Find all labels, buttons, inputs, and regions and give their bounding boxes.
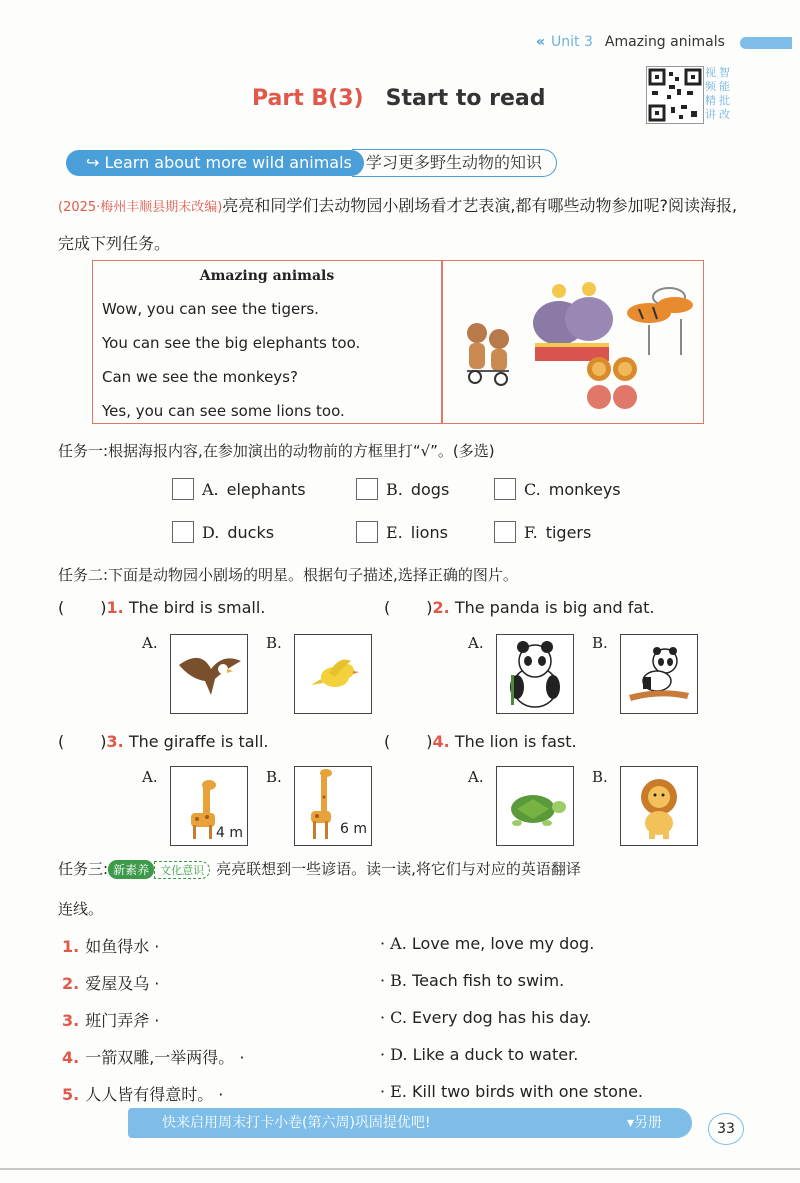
paren-close: ): [100, 598, 107, 617]
translation-e[interactable]: [380, 1082, 643, 1101]
proverb-2[interactable]: [62, 971, 159, 994]
question-number: 4.: [432, 732, 450, 751]
short-giraffe-picture[interactable]: [170, 766, 248, 846]
proverb-text: 如鱼得水 ·: [85, 937, 160, 956]
answer-blank[interactable]: (: [384, 732, 391, 751]
option-text: dogs: [410, 479, 450, 499]
question-number: 1.: [106, 598, 124, 617]
translation-c[interactable]: [380, 1008, 591, 1027]
proverb-4[interactable]: [62, 1045, 244, 1068]
curve-arrow-icon: ↪: [86, 153, 105, 172]
task3-label: 任务三:: [58, 860, 109, 878]
choice-label: A.: [468, 634, 484, 652]
task3-text-2: 连线。: [58, 900, 104, 918]
qr-code[interactable]: [646, 66, 704, 124]
checkbox[interactable]: [356, 478, 378, 500]
question-number: 2.: [432, 598, 450, 617]
height-label: 6 m: [340, 821, 367, 837]
translation-text: Love me, love my dog.: [411, 934, 595, 953]
option-text: lions: [410, 522, 448, 542]
option-d[interactable]: [172, 521, 274, 543]
translation-text: Kill two birds with one stone.: [412, 1082, 644, 1101]
translation-letter: · C.: [380, 1008, 407, 1027]
proverb-text: 班门弄斧 ·: [85, 1011, 160, 1030]
translation-letter: · E.: [380, 1082, 407, 1101]
translation-b[interactable]: [380, 971, 564, 990]
option-e[interactable]: [356, 521, 448, 543]
checkbox[interactable]: [172, 521, 194, 543]
banner-chinese: 学习更多野生动物的知识: [352, 149, 557, 177]
part-label: Part B(3): [252, 86, 364, 111]
paren-close: ): [426, 732, 433, 751]
bottom-divider: [0, 1168, 800, 1170]
question-text: The giraffe is tall.: [128, 732, 269, 751]
option-letter: C.: [524, 479, 541, 499]
choice-label: B.: [266, 768, 282, 786]
translation-d[interactable]: [380, 1045, 578, 1064]
page-number: 33: [708, 1113, 744, 1145]
answer-blank[interactable]: (: [58, 598, 65, 617]
option-letter: A.: [202, 479, 219, 499]
poster-line: Can we see the monkeys?: [102, 368, 298, 386]
small-bird-picture[interactable]: [294, 634, 372, 714]
task3-text: 亮亮联想到一些谚语。读一读,将它们与对应的英语翻译: [216, 860, 581, 878]
double-chevron-left-icon: «: [536, 34, 546, 50]
subtitle: Start to read: [385, 86, 546, 111]
footer-banner: [128, 1108, 692, 1138]
option-text: ducks: [227, 522, 275, 542]
question-number: 3.: [106, 732, 124, 751]
circus-animals-illustration: [449, 271, 697, 411]
question-1: [58, 598, 265, 617]
qr-label: [705, 66, 735, 122]
option-text: monkeys: [548, 479, 621, 499]
translation-text: Teach fish to swim.: [412, 971, 565, 990]
question-3: [58, 732, 269, 751]
qr-label-1: 视频精讲: [705, 66, 716, 121]
option-letter: E.: [386, 522, 403, 542]
translation-text: Like a duck to water.: [412, 1045, 579, 1064]
choice-label: B.: [266, 634, 282, 652]
proverb-number: 1.: [62, 937, 80, 956]
poster-line: Wow, you can see the tigers.: [102, 300, 319, 318]
answer-blank[interactable]: (: [384, 598, 391, 617]
translation-letter: · A.: [380, 934, 407, 953]
question-4: [384, 732, 577, 751]
proverb-text: 一箭双雕,一举两得。 ·: [85, 1048, 245, 1067]
choice-label: A.: [468, 768, 484, 786]
culture-badge: 文化意识: [154, 861, 210, 879]
proverb-text: 爱屋及乌 ·: [85, 974, 160, 993]
qr-label-2: 智能批改: [719, 66, 730, 121]
tall-giraffe-picture[interactable]: [294, 766, 372, 846]
proverb-number: 5.: [62, 1085, 80, 1104]
proverb-number: 4.: [62, 1048, 80, 1067]
lion-picture[interactable]: [620, 766, 698, 846]
banner-en-text: Learn about more wild animals: [104, 153, 352, 172]
thin-panda-picture[interactable]: [620, 634, 698, 714]
choice-label: A.: [142, 768, 158, 786]
unit-title: Amazing animals: [604, 34, 725, 50]
choice-label: B.: [592, 634, 608, 652]
answer-blank[interactable]: (: [58, 732, 65, 751]
option-a[interactable]: [172, 478, 306, 500]
intro-paragraph: [58, 188, 748, 262]
intro-text: 亮亮和同学们去动物园小剧场看才艺表演,都有哪些动物参加呢?阅读海报,完成下列任务。: [58, 196, 738, 253]
question-text: The lion is fast.: [454, 732, 577, 751]
banner-english: [66, 150, 364, 176]
footer-text: 快来启用周末打卡小卷(第六周)巩固提优吧!: [162, 1115, 431, 1131]
paren-close: ): [426, 598, 433, 617]
unit-header: [536, 34, 725, 50]
translation-text: Every dog has his day.: [412, 1008, 592, 1027]
big-panda-picture[interactable]: [496, 634, 574, 714]
intro-source: (2025·梅州丰顺县期末改编): [58, 200, 223, 215]
proverb-number: 3.: [62, 1011, 80, 1030]
option-letter: D.: [202, 522, 220, 542]
literacy-badge: 新素养: [108, 860, 154, 879]
translation-letter: · B.: [380, 971, 408, 990]
proverb-text: 人人皆有得意时。 ·: [85, 1085, 224, 1104]
option-letter: F.: [524, 522, 538, 542]
paren-close: ): [100, 732, 107, 751]
translation-letter: · D.: [380, 1045, 408, 1064]
checkbox[interactable]: [494, 521, 516, 543]
checkbox[interactable]: [494, 478, 516, 500]
question-text: The bird is small.: [128, 598, 266, 617]
eagle-picture[interactable]: [170, 634, 248, 714]
checkbox[interactable]: [356, 521, 378, 543]
option-b[interactable]: [356, 478, 449, 500]
option-f[interactable]: [494, 521, 591, 543]
poster-line: You can see the big elephants too.: [102, 334, 361, 352]
task1-prompt: 任务一:根据海报内容,在参加演出的动物前的方框里打“√”。(多选): [58, 442, 495, 460]
unit-bar: [740, 37, 792, 49]
question-text: The panda is big and fat.: [454, 598, 655, 617]
proverb-1[interactable]: [62, 934, 159, 957]
checkbox[interactable]: [172, 478, 194, 500]
footer-book-label: ▾另册: [626, 1115, 662, 1131]
option-text: tigers: [545, 522, 592, 542]
task3-prompt: [58, 858, 581, 879]
choice-label: B.: [592, 768, 608, 786]
translation-a[interactable]: [380, 934, 594, 953]
task2-prompt: 任务二:下面是动物园小剧场的明星。根据句子描述,选择正确的图片。: [58, 566, 518, 584]
option-c[interactable]: [494, 478, 621, 500]
proverb-number: 2.: [62, 974, 80, 993]
turtle-picture[interactable]: [496, 766, 574, 846]
option-letter: B.: [386, 479, 403, 499]
question-2: [384, 598, 655, 617]
unit-number: Unit 3: [551, 34, 593, 50]
choice-label: A.: [142, 634, 158, 652]
proverb-3[interactable]: [62, 1008, 159, 1031]
poster-title: Amazing animals: [199, 268, 335, 284]
poster-divider: [441, 261, 443, 423]
height-label: 4 m: [216, 825, 243, 841]
poster-line: Yes, you can see some lions too.: [102, 402, 345, 420]
page-title: [252, 86, 545, 111]
proverb-5[interactable]: [62, 1082, 223, 1105]
option-text: elephants: [226, 479, 306, 499]
